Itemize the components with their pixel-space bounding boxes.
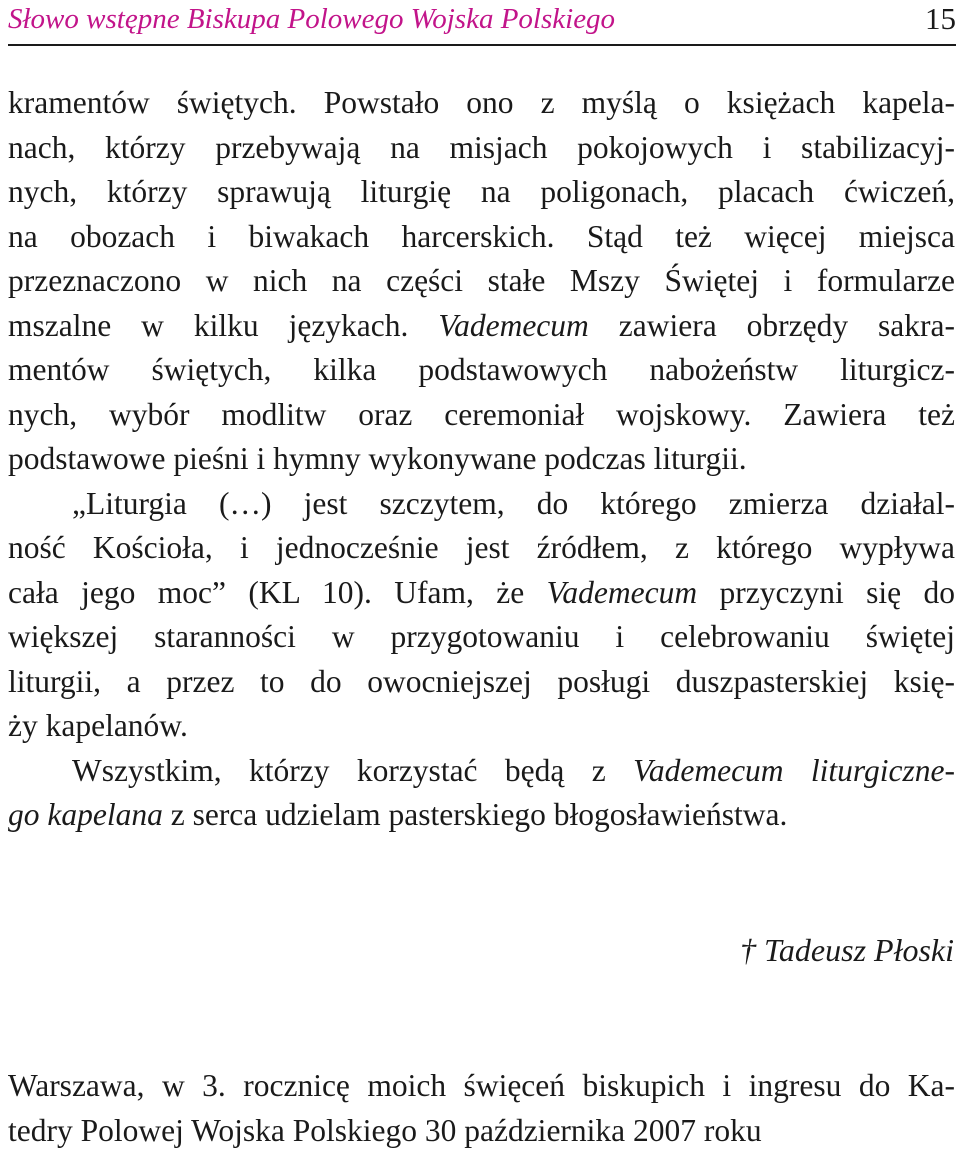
text-line: nych, wybór modlitw oraz ceremoniał wojskowy. Zawiera też [8,396,955,432]
signature: † Tadeusz Płoski [740,932,954,968]
text-line: tedry Polowej Wojska Polskiego 30 października 2007 roku [8,1113,762,1148]
text-line: „Liturgia (…) jest szczytem, do którego zmierza działal- [72,485,955,521]
text-line: większej staranności w przygotowaniu i celebrowaniu świętej [8,619,955,654]
italic-title: Vademecum [438,307,589,343]
page-number: 15 [925,1,956,36]
text-line [8,571,955,616]
text-line: podstawowe pieśni i hymny wykonywane podczas liturgii. [8,441,747,476]
paragraph-3 [8,749,955,838]
text-segment: z serca udzielam pasterskiego błogosławieństwa. [162,797,788,832]
italic-title: Vademecum liturgiczne- [633,752,955,788]
text-line: ży kapelanów. [8,708,188,743]
text-line: nach, którzy przebywają na misjach pokojowych i stabilizacyj- [8,129,955,165]
text-segment: zawiera obrzędy sakra- [588,307,955,343]
text-segment: cała jego moc” (KL 10). Ufam, że [8,574,547,610]
text-segment: przyczyni się do [697,574,955,610]
paragraph-1 [8,81,955,482]
italic-title: Vademecum [546,574,698,610]
paragraph-2 [8,482,955,749]
italic-title: go kapelana [8,797,163,832]
text-line: Warszawa, w 3. rocznicę moich święceń biskupich i ingresu do Ka- [8,1068,955,1103]
text-line: kramentów świętych. Powstało ono z myślą o księżach kapela- [8,85,955,120]
text-line: ność Kościoła, i jednocześnie jest źródłem, z którego wypływa [8,530,955,565]
text-line [8,793,955,838]
running-title: Słowo wstępne Biskupa Polowego Wojska Polskiego [8,3,616,35]
text-line: przeznaczono w nich na części stałe Mszy Świętej i formularze [8,263,955,298]
text-segment: mszalne w kilku językach. [8,307,439,343]
text-segment: Wszystkim, którzy korzystać będą z [72,752,634,788]
text-line [8,749,955,794]
text-line: nych, którzy sprawują liturgię na poligonach, placach ćwiczeń, [8,174,955,209]
text-line: liturgii, a przez to do owocniejszej posługi duszpasterskiej księ- [8,663,955,699]
running-header [8,0,956,46]
text-line: mentów świętych, kilka podstawowych nabożeństw liturgicz- [8,352,955,387]
text-line: na obozach i biwakach harcerskich. Stąd też więcej miejsca [8,218,955,254]
body-text [8,81,955,838]
place-date [8,1063,955,1153]
text-line [8,304,955,349]
